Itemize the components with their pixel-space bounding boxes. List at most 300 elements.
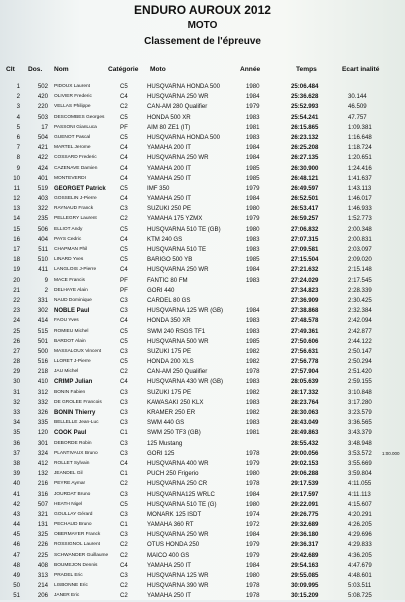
table-row: [0, 367, 405, 377]
table-row: [0, 276, 405, 286]
cell-clt: 25: [13, 327, 20, 335]
cell-annee: 1984: [246, 561, 260, 569]
cell-categorie: PF: [120, 286, 128, 294]
cell-ecart: 1:41.637: [348, 174, 372, 182]
cell-nom: DE GROLEE Francois: [54, 399, 102, 405]
cell-annee: 1981: [246, 123, 260, 131]
cell-moto: PUCH 250 Frigerio: [147, 470, 199, 478]
cell-categorie: C5: [120, 327, 128, 335]
cell-dos: 216: [37, 480, 48, 488]
cell-annee: 1983: [246, 419, 260, 427]
cell-dos: 332: [37, 398, 48, 406]
cell-annee: 1980: [246, 225, 260, 233]
cell-moto: HUSQVARNA 510 TE: [147, 246, 207, 253]
table-row: [0, 245, 405, 255]
cell-temps: 26:30.900: [291, 164, 319, 172]
table-row: [0, 337, 405, 347]
table-row: [0, 500, 405, 510]
cell-clt: 48: [13, 561, 20, 569]
table-row: [0, 449, 405, 459]
cell-temps: 28:17.332: [291, 388, 319, 396]
cell-moto: CAN-AM 250 Qualifier: [147, 368, 208, 376]
cell-nom: OBERMAYER Franck: [54, 532, 101, 538]
cell-ecart: 3:10.848: [348, 388, 372, 396]
cell-dos: 9: [44, 276, 48, 284]
cell-moto: SWM 250 TF3 (GB): [147, 429, 201, 437]
cell-categorie: C1: [120, 429, 128, 437]
cell-ecart: 1:43.113: [348, 184, 372, 192]
cell-categorie: C2: [120, 215, 128, 223]
cell-clt: 27: [13, 347, 20, 355]
cell-nom: LANGLOIS J-Pierre: [54, 267, 97, 273]
cell-annee: 1982: [246, 388, 260, 396]
cell-nom: PRADEL Eric: [54, 573, 83, 578]
cell-categorie: C3: [120, 531, 128, 539]
cell-moto: SWM 240 RSGS TF1: [147, 327, 206, 335]
cell-moto: MAICO 400 GS: [147, 551, 190, 559]
cell-annee: 1983: [246, 246, 260, 253]
cell-ecart: 1:46.017: [348, 195, 372, 203]
cell-moto: FANTIC 80 FM: [147, 276, 188, 284]
cell-clt: 3: [16, 103, 20, 111]
cell-moto: HUSQVARNA 400 WR: [147, 459, 209, 467]
cell-nom: ELLIOT Andy: [54, 226, 83, 232]
cell-clt: 8: [16, 154, 20, 162]
cell-categorie: C3: [120, 449, 128, 457]
table-row: [0, 214, 405, 224]
cell-nom: COOK Paul: [54, 430, 87, 437]
cell-nom: ROSSIGNOL Laurent: [54, 542, 100, 548]
cell-clt: 2: [16, 93, 20, 101]
cell-nom: RAYNAUD Franck: [54, 206, 94, 212]
cell-nom: GOSSELIN J-Pierre: [54, 196, 97, 202]
cell-ecart: 2:30.425: [348, 296, 372, 304]
cell-temps: 29:42.689: [291, 551, 319, 559]
cell-annee: 1983: [246, 276, 260, 284]
cell-dos: 316: [37, 490, 48, 498]
cell-temps: 25:54.241: [291, 113, 319, 121]
cell-temps: 27:50.606: [291, 337, 319, 345]
table-row: [0, 82, 405, 92]
table-row: [0, 561, 405, 571]
table-row: [0, 571, 405, 581]
cell-categorie: C2: [120, 551, 128, 559]
cell-categorie: C5: [120, 113, 128, 121]
cell-moto: YAMAHA 250 IT: [147, 561, 191, 569]
cell-temps: 25:52.993: [291, 103, 319, 111]
cell-clt: 11: [13, 184, 20, 192]
cell-annee: 1980: [246, 205, 260, 213]
cell-nom: DESCOMBES Georges: [54, 114, 105, 120]
cell-clt: 38: [13, 459, 20, 467]
cell-clt: 21: [13, 286, 20, 294]
cell-temps: 26:23.132: [291, 133, 319, 141]
cell-clt: 13: [13, 205, 20, 213]
cell-ecart: 2:03.097: [348, 246, 372, 253]
cell-ecart: 5:03.511: [348, 582, 372, 590]
cell-temps: 26:25.208: [291, 144, 319, 152]
cell-clt: 49: [13, 572, 20, 579]
cell-annee: 1980: [246, 470, 260, 478]
table-row: [0, 408, 405, 418]
cell-annee: 1983: [246, 133, 260, 141]
cell-nom: GUENOT Pascal: [54, 134, 91, 140]
cell-annee: 1985: [246, 164, 260, 172]
cell-clt: 20: [13, 276, 20, 284]
cell-dos: 506: [37, 225, 48, 233]
cell-temps: 30:09.995: [291, 582, 319, 590]
cell-dos: 324: [37, 449, 48, 457]
table-row: [0, 530, 405, 540]
cell-categorie: C5: [120, 246, 128, 253]
cell-categorie: C5: [120, 83, 128, 90]
cell-temps: 27:09.581: [291, 246, 319, 253]
page-title: ENDURO AUROUX 2012: [134, 3, 271, 17]
cell-clt: 17: [13, 246, 20, 253]
cell-moto: AIM 80 ZE1 (IT): [147, 123, 191, 131]
cell-dos: 411: [38, 266, 48, 274]
table-row: [0, 92, 405, 102]
cell-clt: 37: [13, 449, 20, 457]
cell-clt: 7: [16, 144, 20, 152]
cell-clt: 50: [13, 582, 20, 590]
table-row: [0, 286, 405, 296]
cell-nom: DELHAYE Alain: [54, 287, 88, 293]
cell-ecart: 3:17.280: [348, 398, 372, 406]
cell-annee: 1984: [246, 307, 260, 315]
cell-ecart: 1:52.773: [348, 215, 372, 223]
cell-categorie: C1: [120, 470, 128, 478]
cell-ecart: 1:09.381: [348, 123, 372, 131]
cell-moto: OTUS HONDA 250: [147, 541, 200, 549]
cell-annee: 1984: [246, 195, 260, 203]
cell-nom: CHAPMAN Phil: [54, 247, 88, 252]
cell-dos: 501: [37, 337, 48, 345]
table-row: [0, 123, 405, 133]
page-subtitle: MOTO: [187, 20, 218, 31]
cell-ecart: 2:17.545: [348, 276, 372, 284]
cell-clt: 40: [13, 480, 20, 488]
cell-clt: 19: [13, 266, 20, 274]
cell-moto: HONDA 500 XR: [147, 113, 191, 121]
cell-nom: HEATH Nigel: [54, 501, 83, 507]
cell-moto: HUSQVARNA HONDA 500: [147, 83, 221, 90]
cell-ecart: 2:00.831: [348, 235, 372, 243]
cell-dos: 511: [38, 246, 48, 253]
cell-nom: LLORET J-Pierre: [54, 359, 91, 365]
cell-moto: HONDA 200 XLS: [147, 358, 194, 366]
cell-clt: 9: [16, 164, 20, 172]
cell-moto: 125 Mustang: [147, 439, 183, 447]
table-row: [0, 418, 405, 428]
cell-temps: 26:27.135: [291, 154, 319, 162]
cell-moto: GORI 440: [147, 286, 175, 294]
cell-ecart: 4:29.696: [348, 531, 372, 539]
table-row: [0, 153, 405, 163]
col-clt: Clt: [6, 66, 15, 73]
cell-annee: 1984: [246, 266, 260, 274]
cell-moto: SUZUKI 250 PE: [147, 205, 192, 213]
table-row: [0, 510, 405, 520]
cell-temps: 27:56.631: [291, 347, 319, 355]
table-row: [0, 469, 405, 479]
cell-temps: 27:15.504: [291, 256, 319, 264]
cell-clt: 42: [13, 500, 20, 508]
cell-temps: 29:55.085: [291, 572, 319, 579]
table-row: [0, 184, 405, 194]
cell-categorie: C4: [120, 174, 128, 182]
cell-moto: HUSQVARNA 125 WR: [147, 572, 209, 579]
cell-categorie: C3: [120, 205, 128, 213]
cell-moto: GORI 125: [147, 449, 175, 457]
table-row: [0, 174, 405, 184]
cell-clt: 35: [13, 429, 20, 437]
cell-temps: 27:38.868: [291, 307, 319, 315]
cell-temps: 26:49.597: [291, 184, 319, 192]
cell-annee: 1984: [246, 154, 260, 162]
cell-categorie: C4: [120, 93, 128, 101]
cell-ecart: 3:43.379: [348, 429, 372, 437]
table-row: [0, 479, 405, 489]
cell-moto: YAMAHA 175 YZMX: [147, 215, 203, 223]
cell-dos: 507: [37, 500, 48, 508]
cell-temps: 28:23.764: [291, 398, 319, 406]
cell-dos: 335: [37, 419, 48, 427]
cell-clt: 29: [13, 368, 20, 376]
cell-categorie: C3: [120, 307, 128, 315]
cell-nom: BONIN Thierry: [54, 410, 96, 416]
cell-moto: HUSQVARNA 125 WR (GB): [147, 307, 224, 315]
cell-temps: 26:52.501: [291, 195, 319, 203]
cell-dos: 504: [37, 133, 48, 141]
cell-temps: 29:17.597: [291, 490, 319, 498]
cell-categorie: C3: [120, 439, 128, 447]
cell-annee: 1985: [246, 337, 260, 345]
cell-categorie: C3: [120, 419, 128, 427]
col-temps: Temps: [296, 66, 317, 73]
cell-nom: LINARD Yves: [54, 257, 84, 263]
cell-dos: 515: [37, 327, 48, 335]
cell-annee: 1980: [246, 500, 260, 508]
cell-temps: 27:36.909: [291, 296, 319, 304]
cell-nom: PAYS Cedric: [54, 236, 82, 242]
cell-annee: 1983: [246, 113, 260, 121]
cell-dos: 404: [37, 235, 48, 243]
cell-clt: 39: [13, 470, 20, 478]
cell-moto: HUSQVARNA HONDA 500: [147, 133, 221, 141]
cell-clt: 36: [13, 439, 20, 447]
cell-nom: OLIVIER Frederic: [54, 94, 92, 100]
cell-temps: 26:48.121: [291, 174, 319, 182]
cell-clt: 15: [13, 225, 20, 233]
cell-categorie: C2: [120, 103, 128, 111]
cell-nom: JANER Eric: [54, 593, 80, 599]
cell-moto: CAN-AM 280 Qualifier: [147, 103, 208, 111]
cell-moto: HUSQVARNA 500 WR: [147, 337, 209, 345]
cell-clt: 45: [13, 531, 20, 539]
cell-categorie: C3: [120, 409, 128, 416]
table-row: [0, 102, 405, 112]
cell-nom: PECHAUD Bruno: [54, 522, 92, 528]
cell-annee: 1978: [246, 368, 260, 376]
cell-temps: 29:36.317: [291, 541, 319, 549]
cell-clt: 43: [13, 510, 20, 518]
table-row: [0, 490, 405, 500]
cell-dos: 410: [37, 378, 48, 386]
table-row: [0, 327, 405, 337]
cell-dos: 519: [37, 184, 48, 192]
cell-nom: LISBONNE Eric: [54, 583, 88, 589]
cell-ecart: 1:18.724: [348, 144, 372, 152]
cell-nom: PEYRE Aymar: [54, 481, 86, 487]
cell-temps: 27:06.832: [291, 225, 319, 233]
cell-temps: 27:24.029: [291, 276, 319, 284]
cell-dos: 503: [37, 113, 48, 121]
cell-annee: 1985: [246, 174, 260, 182]
cell-moto: CARDEL 80 GS: [147, 296, 191, 304]
cell-ecart: 2:42.094: [348, 317, 372, 325]
cell-clt: 22: [13, 296, 20, 304]
cell-ecart: 3:36.565: [348, 419, 372, 427]
cell-categorie: C5: [120, 133, 128, 141]
cell-ecart: 2:50.147: [348, 347, 372, 355]
cell-categorie: C2: [120, 592, 128, 600]
cell-ecart: 4:47.679: [348, 561, 372, 569]
cell-categorie: C4: [120, 164, 128, 172]
cell-categorie: PF: [120, 276, 128, 284]
cell-annee: 1983: [246, 327, 260, 335]
cell-dos: 421: [37, 144, 48, 152]
cell-dos: 225: [37, 551, 48, 559]
cell-ecart: 2:15.148: [348, 266, 372, 274]
cell-temps: 29:17.539: [291, 480, 319, 488]
cell-annee: 1982: [246, 409, 260, 416]
table-row: [0, 357, 405, 367]
cell-ecart: 47.757: [348, 113, 367, 121]
table-row: [0, 398, 405, 408]
cell-annee: 1979: [246, 459, 260, 467]
cell-dos: 403: [37, 195, 48, 203]
table-row: [0, 306, 405, 316]
cell-temps: 25:06.484: [291, 83, 319, 90]
cell-clt: 32: [13, 398, 20, 406]
cell-moto: SUZUKI 175 PE: [147, 347, 192, 355]
cell-nom: MASSALOUX Vincent: [54, 348, 102, 354]
cell-clt: 33: [13, 409, 20, 416]
cell-moto: YAMAHA 360 RT: [147, 521, 194, 529]
table-row: [0, 551, 405, 561]
cell-categorie: C3: [120, 572, 128, 579]
cell-moto: HONDA 350 XR: [147, 317, 191, 325]
cell-dos: 321: [37, 510, 48, 518]
cell-clt: 16: [13, 235, 20, 243]
table-row: [0, 113, 405, 123]
table-row: [0, 377, 405, 387]
cell-ecart: 4:48.601: [348, 572, 372, 579]
cell-annee: 1984: [246, 490, 260, 498]
cell-categorie: C4: [120, 266, 128, 274]
cell-ecart: 1:24.416: [348, 164, 372, 172]
cell-clt: 47: [13, 551, 20, 559]
cell-categorie: C4: [120, 378, 128, 386]
cell-nom: NOBLE Paul: [54, 308, 90, 315]
cell-dos: 206: [37, 592, 48, 600]
cell-dos: 120: [37, 429, 48, 437]
cell-annee: 1979: [246, 184, 260, 192]
cell-ecart: 3:53.572: [348, 449, 372, 457]
cell-dos: 226: [37, 541, 48, 549]
table-row: [0, 225, 405, 235]
cell-categorie: C5: [120, 225, 128, 233]
cell-ecart: 2:42.877: [348, 327, 372, 335]
cell-annee: 1983: [246, 317, 260, 325]
table-row: [0, 194, 405, 204]
cell-nom: PIDOUX Laurent: [54, 84, 90, 89]
cell-nom: ROLLET Sylvain: [54, 460, 90, 466]
cell-temps: 29:22.091: [291, 500, 319, 508]
cell-categorie: C5: [120, 358, 128, 366]
table-row: [0, 591, 405, 601]
cell-temps: 27:48.578: [291, 317, 319, 325]
cell-moto: HUSQVARNA 250 WR: [147, 266, 209, 274]
col-moto: Moto: [150, 66, 166, 73]
cell-categorie: C5: [120, 337, 128, 345]
cell-annee: 1978: [246, 449, 260, 457]
col-nom: Nom: [54, 66, 69, 73]
cell-clt: 18: [13, 256, 20, 264]
cell-temps: 26:15.865: [291, 123, 319, 131]
cell-ecart: 1:16.648: [348, 133, 372, 141]
cell-moto: YAMAHA 200 IT: [147, 164, 191, 172]
cell-clt: 1: [16, 83, 20, 90]
cell-ecart: 1:46.933: [348, 205, 372, 213]
cell-temps: 27:57.904: [291, 368, 319, 376]
cell-moto: HUSQVARNA 250 WR: [147, 93, 209, 101]
cell-moto: YAMAHA 250 IT: [147, 195, 191, 203]
cell-clt: 24: [13, 317, 20, 325]
cell-temps: 29:54.163: [291, 561, 319, 569]
cell-dos: 516: [37, 358, 48, 366]
cell-ecart: 2:51.420: [348, 368, 372, 376]
cell-nom: ROMIEU Michel: [54, 328, 89, 334]
cell-ecart: 30.144: [348, 93, 367, 101]
cell-ecart: 1:20.651: [348, 154, 372, 162]
cell-nom: BARDOT Alain: [54, 338, 86, 344]
cell-clt: 4: [16, 113, 20, 121]
cell-temps: 25:36.628: [291, 93, 319, 101]
cell-nom: CRIMP Julian: [54, 379, 93, 386]
cell-annee: 1981: [246, 429, 260, 437]
cell-categorie: C3: [120, 347, 128, 355]
cell-clt: 6: [16, 133, 20, 141]
col-ecart: Ecart inalité: [342, 66, 380, 73]
cell-dos: 220: [37, 103, 48, 111]
cell-nom: VELLAS Philippe: [54, 104, 91, 110]
cell-nom: FAOU Yves: [54, 318, 79, 324]
cell-nom: JAU Michel: [54, 369, 79, 375]
cell-moto: HUSQVARNA 250 WR: [147, 154, 209, 162]
cell-moto: HUSQVARNA 390 WR: [147, 582, 209, 590]
cell-clt: 26: [13, 337, 20, 345]
cell-categorie: C2: [120, 368, 128, 376]
cell-dos: 424: [37, 164, 48, 172]
cell-annee: 1983: [246, 378, 260, 386]
cell-annee: 1974: [246, 510, 260, 518]
cell-categorie: C3: [120, 490, 128, 498]
cell-nom: JOURDAT Bruno: [54, 491, 91, 497]
cell-temps: 29:32.689: [291, 521, 319, 529]
cell-dos: 2: [44, 286, 48, 294]
